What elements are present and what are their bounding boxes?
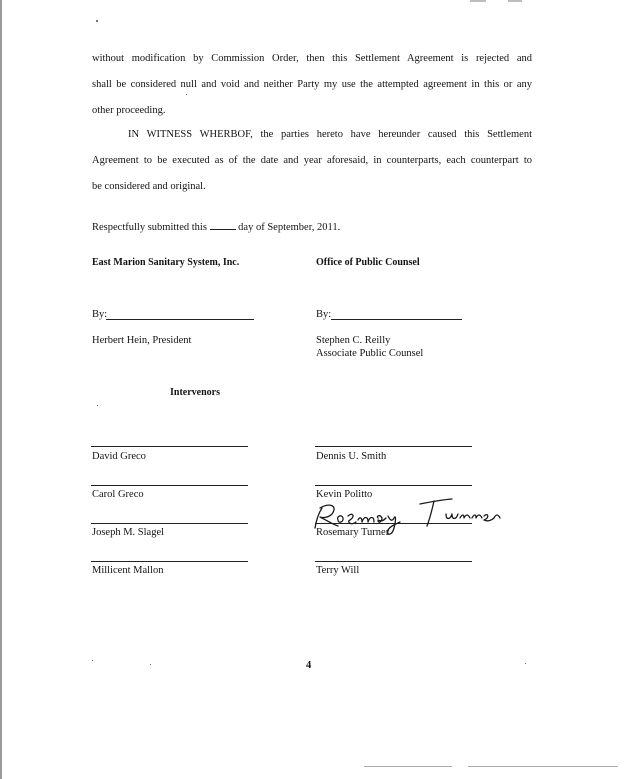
intervenor-signature-line (91, 446, 248, 447)
paragraph-line: Agreement to be executed as of the date and year aforesaid, in counterparts, each counterpart to (92, 155, 532, 166)
handwritten-signature (308, 496, 508, 540)
party-right-name: Office of Public Counsel (316, 257, 420, 268)
paragraph-conditions (92, 46, 532, 124)
paragraph-line: other proceeding. (92, 105, 166, 116)
submitted-text-after: day of September, 2011. (238, 222, 341, 233)
scan-speck (150, 664, 151, 665)
intervenor-name: Dennis U. Smith (316, 451, 387, 462)
party-right-by-label: By: (316, 309, 332, 320)
page-number: 4 (306, 660, 312, 671)
party-left-name: East Marion Sanitary System, Inc. (92, 257, 240, 268)
paragraph-line: IN WITNESS WHERBOF, the parties hereto have hereunder caused this Settlement (128, 129, 532, 140)
party-left-signer: Herbert Hein, President (92, 335, 192, 346)
scan-mark-bottom (468, 766, 618, 767)
intervenor-name: Kevin Politto (316, 489, 373, 500)
party-right-signature-line (331, 319, 462, 320)
intervenor-signature-line (91, 485, 248, 486)
intervenor-signature-line (91, 523, 248, 524)
scan-edge-left (0, 0, 2, 779)
intervenor-name: Millicent Mallon (92, 565, 164, 576)
intervenor-name: Joseph M. Slagel (92, 527, 165, 538)
scan-mark-top (470, 0, 486, 2)
submitted-line (92, 220, 340, 233)
scan-speck (92, 660, 93, 661)
paragraph-line: without modification by Commission Order, then this Settlement Agreement is rejected and (92, 53, 532, 64)
scan-speck (96, 20, 98, 22)
intervenor-name: Rosemary Turner (316, 527, 390, 538)
intervenors-heading: Intervenors (170, 387, 220, 398)
intervenor-name: Carol Greco (92, 489, 144, 500)
scan-speck (525, 663, 526, 664)
intervenor-name: Terry Will (316, 565, 360, 576)
party-left-by-label: By: (92, 309, 108, 320)
paragraph-witness (92, 122, 532, 200)
intervenor-name: David Greco (92, 451, 146, 462)
party-right-signer-title: Associate Public Counsel (316, 348, 424, 359)
intervenor-signature-line (315, 561, 472, 562)
scan-speck (97, 405, 98, 406)
scan-mark-bottom (364, 766, 452, 767)
intervenor-signature-line (315, 446, 472, 447)
intervenor-signature-line (91, 561, 248, 562)
scan-mark-top (508, 0, 522, 2)
day-blank (210, 220, 236, 230)
party-right-signer: Stephen C. Reilly (316, 335, 391, 346)
intervenor-signature-line (315, 485, 472, 486)
submitted-text-before: Respectfully submitted this (92, 222, 207, 233)
paragraph-line: be considered and original. (92, 181, 206, 192)
party-left-signature-line (106, 319, 254, 320)
paragraph-line: shall be considered null and void and neither Party my use the attempted agreement in this or any (92, 79, 532, 90)
